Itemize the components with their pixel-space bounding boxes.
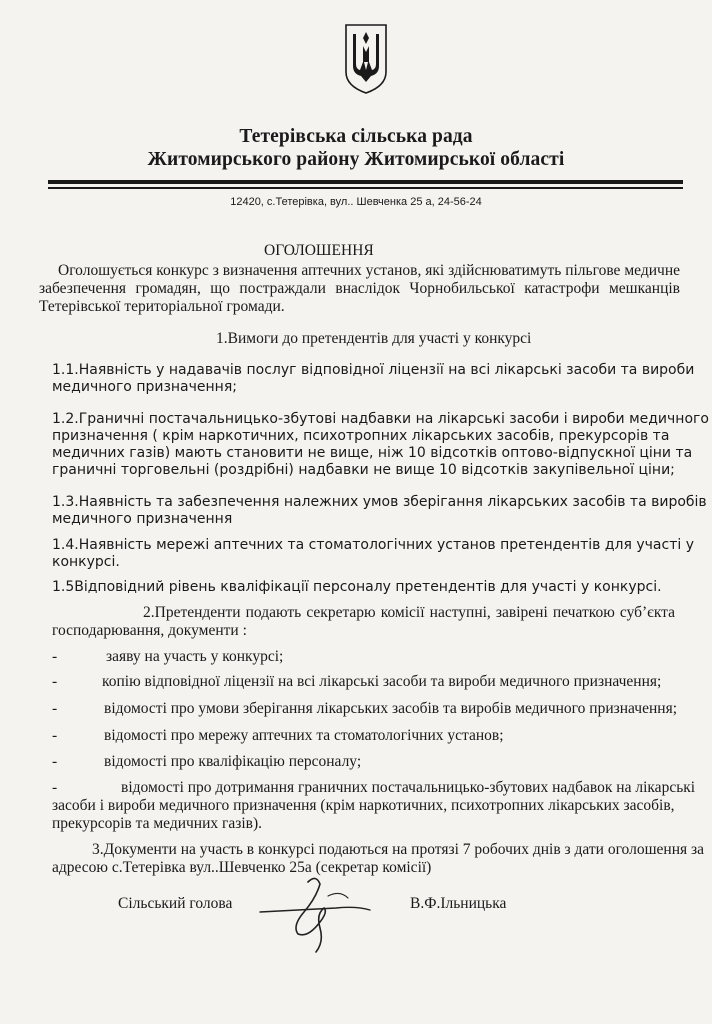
- item-1-2-line: медичних газів) мають становити не вище, ніж 10 відсотків оптово-відпускної ціни та: [52, 445, 693, 461]
- document-list-item: відомості про мережу аптечних та стоматологічних установ;: [104, 727, 504, 744]
- document-list-item: відомості про дотримання граничних постачальницько-збутових надбавок на лікарські: [121, 779, 696, 796]
- list-dash: -: [52, 779, 58, 796]
- header-divider-thick: [48, 180, 683, 184]
- intro-line: забезпечення громадян, що постраждали внаслідок Чорнобильської катастрофи мешканців: [39, 280, 680, 297]
- document-list-item: копію відповідної ліцензії на всі лікарські засоби та вироби медичного призначення;: [102, 673, 662, 690]
- item-1-3-line: 1.3.Наявність та забезпечення належних умов зберігання лікарських засобів та виробів: [52, 494, 707, 510]
- coat-of-arms-icon: [343, 22, 389, 96]
- signatory-name: В.Ф.Ільницька: [410, 895, 507, 912]
- item-1-1-line: 1.1.Наявність у надавачів послуг відповідної ліцензії на всі лікарські засоби та вироби: [52, 362, 695, 378]
- document-list-item: засоби і вироби медичного призначення (крім наркотичних, психотропних лікарських засобів,: [52, 797, 675, 814]
- item-1-4-line: 1.4.Наявність мережі аптечних та стоматологічних установ претендентів для участі у: [52, 537, 694, 553]
- organization-district: Житомирського району Житомирської області: [147, 149, 565, 170]
- list-dash: -: [52, 753, 58, 770]
- item-1-2-line: 1.2.Граничні постачальницько-збутові надбавки на лікарські засоби і вироби медичного: [52, 411, 709, 427]
- item-1-3-line: медичного призначення: [52, 511, 233, 527]
- document-list-item: відомості про умови зберігання лікарських засобів та виробів медичного призначення;: [104, 700, 678, 717]
- item-1-2-line: граничні торговельні (роздрібні) надбавки не вище 10 відсотків закупівельної ціни;: [52, 462, 675, 478]
- list-dash: -: [52, 673, 58, 690]
- organization-name: Тетерівська сільська рада: [239, 126, 473, 147]
- list-dash: -: [52, 700, 58, 717]
- item-1-2-line: призначення ( крім наркотичних, психотропних лікарських засобів, прекурсорів та: [52, 428, 670, 444]
- document-list-item: відомості про кваліфікацію персоналу;: [104, 753, 362, 770]
- header-divider-thin: [48, 187, 683, 189]
- section-3-line: адресою с.Тетерівка вул..Шевченко 25а (секретар комісії): [52, 859, 432, 876]
- signatory-position: Сільський голова: [118, 895, 233, 912]
- section-2-intro: господарювання, документи :: [52, 622, 247, 639]
- item-1-5-line: 1.5Відповідний рівень кваліфікації персоналу претендентів для участі у конкурсі.: [52, 579, 662, 595]
- handwritten-signature: [258, 868, 378, 958]
- list-dash: -: [52, 727, 58, 744]
- document-title: ОГОЛОШЕННЯ: [264, 242, 374, 259]
- section-1-heading: 1.Вимоги до претендентів для участі у конкурсі: [216, 330, 532, 347]
- list-dash: -: [52, 648, 58, 665]
- document-list-item: прекурсорів та медичних газів).: [52, 815, 263, 832]
- item-1-1-line: медичного призначення;: [52, 379, 237, 395]
- item-1-4-line: конкурсі.: [52, 554, 120, 570]
- intro-line: Тетерівської територіальної громади.: [39, 298, 285, 315]
- intro-line: Оголошується конкурс з визначення аптечних установ, які здійснюватимуть пільгове медичне: [58, 262, 680, 279]
- section-3-line: 3.Документи на участь в конкурсі подаються на протязі 7 робочих днів з дати оголошення за: [92, 841, 704, 858]
- section-2-intro: 2.Претенденти подають секретарю комісії наступні, завірені печаткою суб’єкта: [143, 604, 675, 621]
- organization-address: 12420, с.Тетерівка, вул.. Шевченка 25 а, 24-56-24: [230, 196, 482, 208]
- document-list-item: заяву на участь у конкурсі;: [106, 648, 284, 665]
